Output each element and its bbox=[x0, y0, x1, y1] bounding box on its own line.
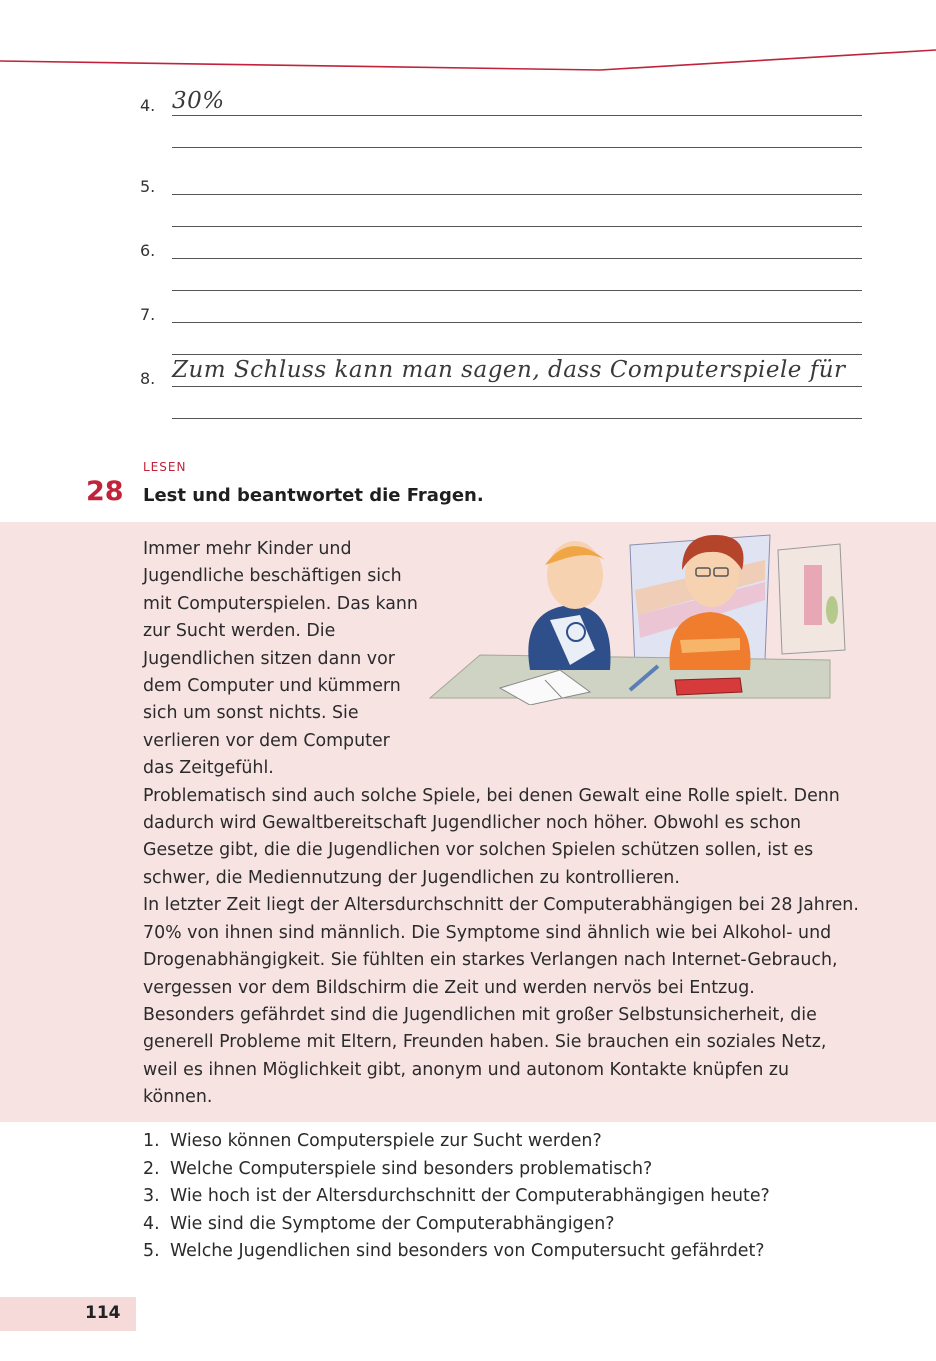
question-text: Welche Computerspiele sind besonders problematisch? bbox=[170, 1158, 653, 1179]
task-number: 28 bbox=[86, 476, 124, 507]
handwritten-answer-8: Zum Schluss kann man sagen, dass Computerspiele für bbox=[172, 357, 846, 383]
answer-line[interactable] bbox=[172, 322, 862, 323]
answer-number-4: 4. bbox=[140, 96, 156, 115]
question-text: Wie hoch ist der Altersdurchschnitt der Computerabhängigen heute? bbox=[170, 1186, 770, 1207]
reading-paragraph: Immer mehr Kinder und Jugendliche beschäftigen sich mit Computerspielen. Das kann zur Sucht werden. Die Jugendlichen sitzen dann vor dem Computer und kümmern sich um sonst nichts. Sie verlieren vor dem Computer das Zeitgefühl. bbox=[143, 539, 418, 779]
answer-line[interactable] bbox=[172, 290, 862, 291]
answer-line[interactable] bbox=[172, 194, 862, 195]
question-item bbox=[143, 1183, 863, 1211]
task-title: Lest und beantwortet die Fragen. bbox=[143, 485, 484, 506]
answer-line[interactable] bbox=[172, 115, 862, 116]
section-label: LESEN bbox=[143, 460, 187, 474]
answer-line[interactable] bbox=[172, 354, 862, 355]
handwritten-answer-4: 30% bbox=[172, 88, 225, 114]
answer-line[interactable] bbox=[172, 147, 862, 148]
reading-paragraph: Problematisch sind auch solche Spiele, bei denen Gewalt eine Rolle spielt. Denn dadurch wird Gewaltbereitschaft Jugendlicher noch höher. Obwohl es schon Gesetze gibt, die die Jugendlichen vor solchen Spielen schützen sollen, ist es schwer, die Mediennutzung der Jugendlichen zu kontrollieren. bbox=[143, 785, 840, 888]
answer-number-6: 6. bbox=[140, 241, 156, 260]
reading-text bbox=[143, 536, 863, 1112]
question-number: 1. bbox=[143, 1131, 160, 1151]
question-item bbox=[143, 1238, 863, 1266]
answer-line[interactable] bbox=[172, 418, 862, 419]
answer-number-5: 5. bbox=[140, 177, 156, 196]
answer-number-7: 7. bbox=[140, 305, 156, 324]
answer-line[interactable] bbox=[172, 386, 862, 387]
question-text: Wieso können Computerspiele zur Sucht werden? bbox=[170, 1131, 602, 1151]
answer-line[interactable] bbox=[172, 258, 862, 259]
question-text: Welche Jugendlichen sind besonders von Computersucht gefährdet? bbox=[170, 1241, 765, 1262]
answer-number-8: 8. bbox=[140, 369, 156, 388]
question-number: 4. bbox=[143, 1213, 160, 1234]
question-text: Wie sind die Symptome der Computerabhängigen? bbox=[170, 1213, 615, 1234]
answer-line[interactable] bbox=[172, 226, 862, 227]
question-number: 5. bbox=[143, 1241, 160, 1262]
question-item bbox=[143, 1156, 863, 1184]
top-red-rule bbox=[0, 44, 936, 74]
question-number: 3. bbox=[143, 1186, 160, 1207]
question-number: 2. bbox=[143, 1158, 160, 1179]
reading-paragraph: In letzter Zeit liegt der Altersdurchschnitt der Computerabhängigen bei 28 Jahren. 70% von ihnen sind männlich. Die Symptome sind ähnlich wie bei Alkohol- und Drogenabhängigkeit. Sie fühlten ein starkes Verlangen nach Internet-Gebrauch, vergessen vor dem Bildschirm die Zeit und werden nervös bei Entzug. bbox=[143, 895, 859, 998]
page-number: 114 bbox=[85, 1303, 121, 1323]
question-list bbox=[143, 1128, 863, 1266]
question-item bbox=[143, 1128, 863, 1156]
question-item bbox=[143, 1211, 863, 1239]
reading-paragraph: Besonders gefährdet sind die Jugendlichen mit großer Selbstunsicherheit, die generell Probleme mit Eltern, Freunden haben. Sie brauchen ein soziales Netz, weil es ihnen Möglichkeit gibt, anonym und autonom Kontakte knüpfen zu können. bbox=[143, 1004, 827, 1108]
